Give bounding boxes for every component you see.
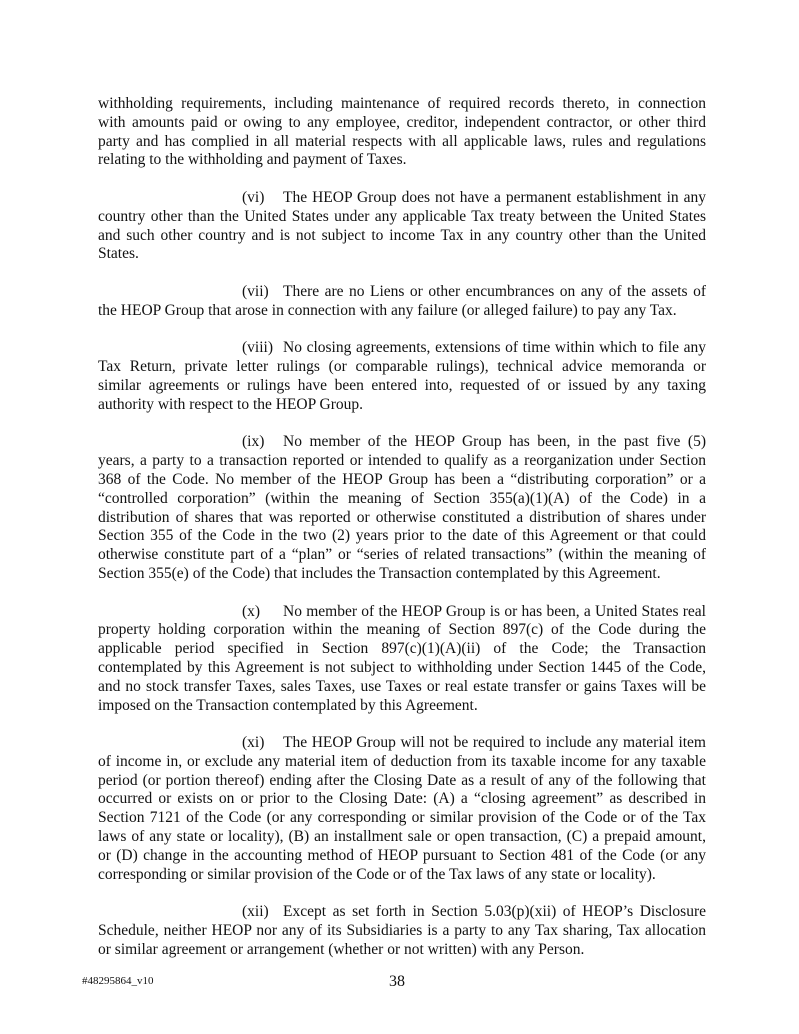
section-label: (xi) xyxy=(242,734,265,752)
line-text: Schedule, neither HEOP nor any of its Subsidiaries is a party to any Tax sharing, Tax allocation xyxy=(98,922,706,940)
paragraph-xii xyxy=(98,903,706,959)
line-text: withholding requirements, including maintenance of required records thereto, in connection xyxy=(98,95,706,112)
line-text: authority with respect to the HEOP Group. xyxy=(98,395,364,413)
line-text: corresponding or similar provision of the Code or of the Tax laws of any state or locality). xyxy=(98,865,656,883)
text-line xyxy=(98,659,706,678)
page-number: 38 xyxy=(389,973,405,990)
text-line xyxy=(98,734,706,753)
line-text: imposed on the Transaction contemplated by this Agreement. xyxy=(98,696,478,714)
section-label: (ix) xyxy=(242,433,265,451)
line-text: The HEOP Group will not be required to include any material item xyxy=(283,734,706,752)
line-text: and no stock transfer Taxes, sales Taxes, use Taxes or real estate transfer or gains Taxes will be xyxy=(98,677,706,695)
text-line xyxy=(98,866,706,885)
text-line xyxy=(98,358,706,377)
line-text: or (D) change in the accounting method of HEOP pursuant to Section 481 of the Code (or any xyxy=(98,846,706,864)
paragraph-vi xyxy=(98,189,706,264)
text-line xyxy=(98,753,706,772)
paragraph-continued xyxy=(98,95,706,170)
line-text: No member of the HEOP Group has been, in the past five (5) xyxy=(283,433,706,451)
footer-document-id: #48295864_v10 xyxy=(82,975,154,987)
line-text: relating to the withholding and payment of Taxes. xyxy=(98,151,407,169)
line-text: occurred or exists on or prior to the Closing Date: (A) a “closing agreement” as described in xyxy=(98,790,706,808)
line-text: 368 of the Code. No member of the HEOP Group has been a “distributing corporation” or a xyxy=(98,470,706,488)
paragraph-ix xyxy=(98,433,706,583)
line-text: or similar agreement or arrangement (whether or not written) with any Person. xyxy=(98,940,585,958)
line-text: Tax Return, private letter rulings (or comparable rulings), technical advice memoranda or xyxy=(98,358,706,376)
text-line xyxy=(98,471,706,490)
line-text: property holding corporation within the meaning of Section 897(c) of the Code during the xyxy=(98,621,706,639)
text-line xyxy=(98,490,706,509)
text-line xyxy=(98,95,706,114)
line-text: years, a party to a transaction reported or intended to qualify as a reorganization under Section xyxy=(98,452,706,470)
text-line xyxy=(98,941,706,960)
text-line xyxy=(98,133,706,152)
line-text: No closing agreements, extensions of time within which to file any xyxy=(283,339,706,357)
text-line xyxy=(98,452,706,471)
text-line xyxy=(98,621,706,640)
line-text: No member of the HEOP Group is or has been, a United States real xyxy=(283,602,706,620)
line-text: applicable period specified in Section 897(c)(1)(A)(ii) of the Code; the Transaction xyxy=(98,640,706,658)
text-line xyxy=(98,433,706,452)
line-text: Section 355(e) of the Code) that includes the Transaction contemplated by this Agreement. xyxy=(98,564,661,582)
text-line xyxy=(98,678,706,697)
text-line xyxy=(98,339,706,358)
line-text: similar agreements or rulings have been entered into, requested of or issued by any taxing xyxy=(98,376,706,394)
line-text: contemplated by this Agreement is not subject to withholding under Section 1445 of the Code, xyxy=(98,658,706,676)
line-text: the HEOP Group that arose in connection with any failure (or alleged failure) to pay any Tax. xyxy=(98,301,677,319)
line-text: period (or portion thereof) ending after the Closing Date as a result of any of the following that xyxy=(98,771,706,789)
line-text: of income in, or exclude any material item of deduction from its taxable income for any taxable xyxy=(98,752,706,770)
line-text: and such other country and is not subject to income Tax in any country other than the United xyxy=(98,226,706,244)
line-text: Section 355 of the Code in the two (2) years prior to the date of this Agreement or that could xyxy=(98,527,706,545)
section-label: (x) xyxy=(242,602,261,620)
line-text: Section 7121 of the Code (or any corresponding or similar provision of the Code or of the Tax xyxy=(98,809,706,827)
line-text: country other than the United States under any applicable Tax treaty between the United States xyxy=(98,207,706,225)
paragraph-xi xyxy=(98,734,706,884)
text-line xyxy=(98,302,706,321)
section-label: (vii) xyxy=(242,282,269,300)
text-line xyxy=(98,847,706,866)
line-text: The HEOP Group does not have a permanent establishment in any xyxy=(283,188,706,206)
text-line xyxy=(98,640,706,659)
text-line xyxy=(98,565,706,584)
text-line xyxy=(98,828,706,847)
line-text: otherwise constitute part of a “plan” or “series of related transactions” (within the meaning of xyxy=(98,546,706,564)
line-text: States. xyxy=(98,245,139,263)
section-label: (vi) xyxy=(242,188,265,206)
line-text: distribution of shares that was reported or otherwise constituted a distribution of shares under xyxy=(98,508,706,526)
paragraph-vii xyxy=(98,283,706,321)
text-line xyxy=(98,189,706,208)
text-line xyxy=(98,809,706,828)
text-line xyxy=(98,697,706,716)
line-text: Except as set forth in Section 5.03(p)(xii) of HEOP’s Disclosure xyxy=(283,903,706,921)
text-line xyxy=(98,208,706,227)
text-line xyxy=(98,114,706,133)
paragraph-viii xyxy=(98,339,706,414)
document-body xyxy=(98,95,706,978)
text-line xyxy=(98,245,706,264)
text-line xyxy=(98,509,706,528)
line-text: There are no Liens or other encumbrances on any of the assets of xyxy=(283,282,706,300)
text-line xyxy=(98,396,706,415)
section-label: (xii) xyxy=(242,903,269,921)
text-line xyxy=(98,922,706,941)
text-line xyxy=(98,772,706,791)
text-line xyxy=(98,377,706,396)
text-line xyxy=(98,527,706,546)
paragraph-x xyxy=(98,603,706,716)
line-text: with amounts paid or owing to any employee, creditor, independent contractor, or other third xyxy=(98,113,706,131)
line-text: “controlled corporation” (within the meaning of Section 355(a)(1)(A) of the Code) in a xyxy=(98,489,706,507)
section-label: (viii) xyxy=(242,339,273,357)
line-text: party and has complied in all material respects with all applicable laws, rules and regulations xyxy=(98,132,706,150)
text-line xyxy=(98,546,706,565)
text-line xyxy=(98,151,706,170)
text-line xyxy=(98,790,706,809)
line-text: laws of any state or locality), (B) an installment sale or open transaction, (C) a prepaid amount, xyxy=(98,828,706,846)
text-line xyxy=(98,227,706,246)
text-line xyxy=(98,603,706,622)
text-line xyxy=(98,283,706,302)
text-line xyxy=(98,903,706,922)
